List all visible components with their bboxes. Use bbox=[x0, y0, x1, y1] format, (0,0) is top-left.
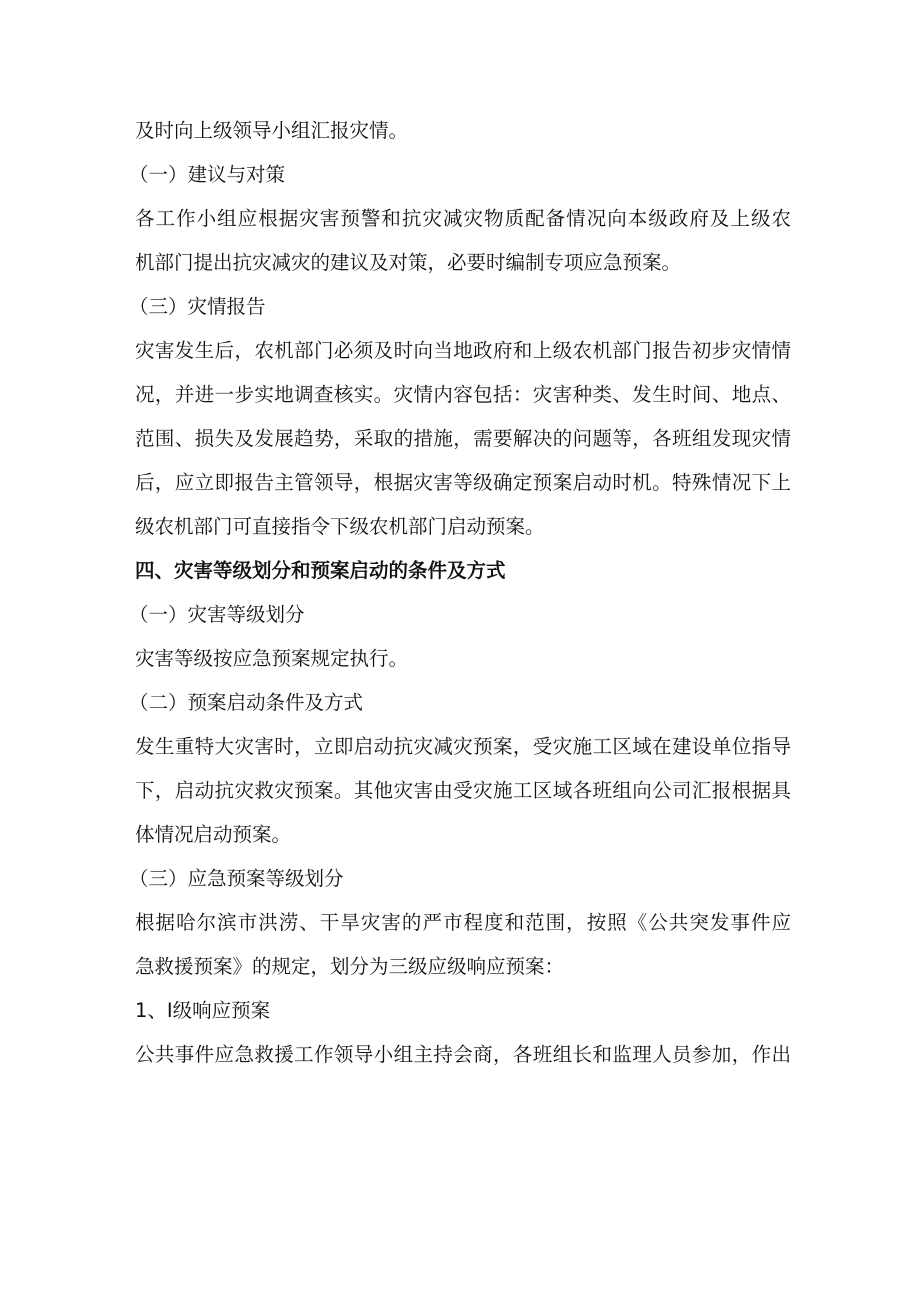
paragraph-line-7: 况，并进一步实地调查核实。灾情内容包括：灾害种类、发生时间、地点、 bbox=[135, 383, 791, 406]
document-page bbox=[129, 109, 791, 1077]
paragraph-line-16: 下，启动抗灾救灾预案。其他灾害由受灾施工区域各班组向公司汇报根据具 bbox=[135, 779, 791, 802]
item-title-level-one: 1、I级响应预案 bbox=[135, 999, 271, 1022]
paragraph-line-22: 公共事件应急救援工作领导小组主持会商，各班组长和监理人员参加，作出 bbox=[135, 1043, 791, 1066]
section-title-activation: （二）预案启动条件及方式 bbox=[129, 691, 364, 714]
paragraph-line-9: 后，应立即报告主管领导，根据灾害等级确定预案启动时机。特殊情况下上 bbox=[135, 471, 791, 494]
paragraph-line-15: 发生重特大灾害时，立即启动抗灾减灾预案，受灾施工区域在建设单位指导 bbox=[135, 735, 791, 758]
paragraph-line-6: 灾害发生后，农机部门必须及时向当地政府和上级农机部门报告初步灾情情 bbox=[135, 339, 791, 362]
paragraph-line-19: 根据哈尔滨市洪涝、干旱灾害的严市程度和范围，按照《公共突发事件应 bbox=[135, 911, 791, 934]
paragraph-line-8: 范围、损失及发展趋势，采取的措施，需要解决的问题等，各班组发现灾情 bbox=[135, 427, 791, 450]
paragraph-line-3: 各工作小组应根据灾害预警和抗灾减灾物质配备情况向本级政府及上级农 bbox=[135, 207, 791, 230]
section-title-disaster-report: （三）灾情报告 bbox=[129, 295, 266, 318]
paragraph-line-17: 体情况启动预案。 bbox=[135, 823, 292, 846]
paragraph-line-4: 机部门提出抗灾减灾的建议及对策，必要时编制专项应急预案。 bbox=[135, 251, 682, 274]
paragraph-line-10: 级农机部门可直接指令下级农机部门启动预案。 bbox=[135, 515, 545, 538]
paragraph-line-1: 及时向上级领导小组汇报灾情。 bbox=[135, 119, 409, 142]
chapter-heading-four: 四、灾害等级划分和预案启动的条件及方式 bbox=[135, 559, 506, 582]
section-title-plan-levels: （三）应急预案等级划分 bbox=[129, 867, 344, 890]
section-title-grade-division: （一）灾害等级划分 bbox=[129, 603, 305, 626]
paragraph-line-20: 急救援预案》的规定，划分为三级应级响应预案： bbox=[135, 955, 565, 978]
paragraph-line-13: 灾害等级按应急预案规定执行。 bbox=[135, 647, 409, 670]
section-title-suggestions: （一）建议与对策 bbox=[129, 163, 286, 186]
